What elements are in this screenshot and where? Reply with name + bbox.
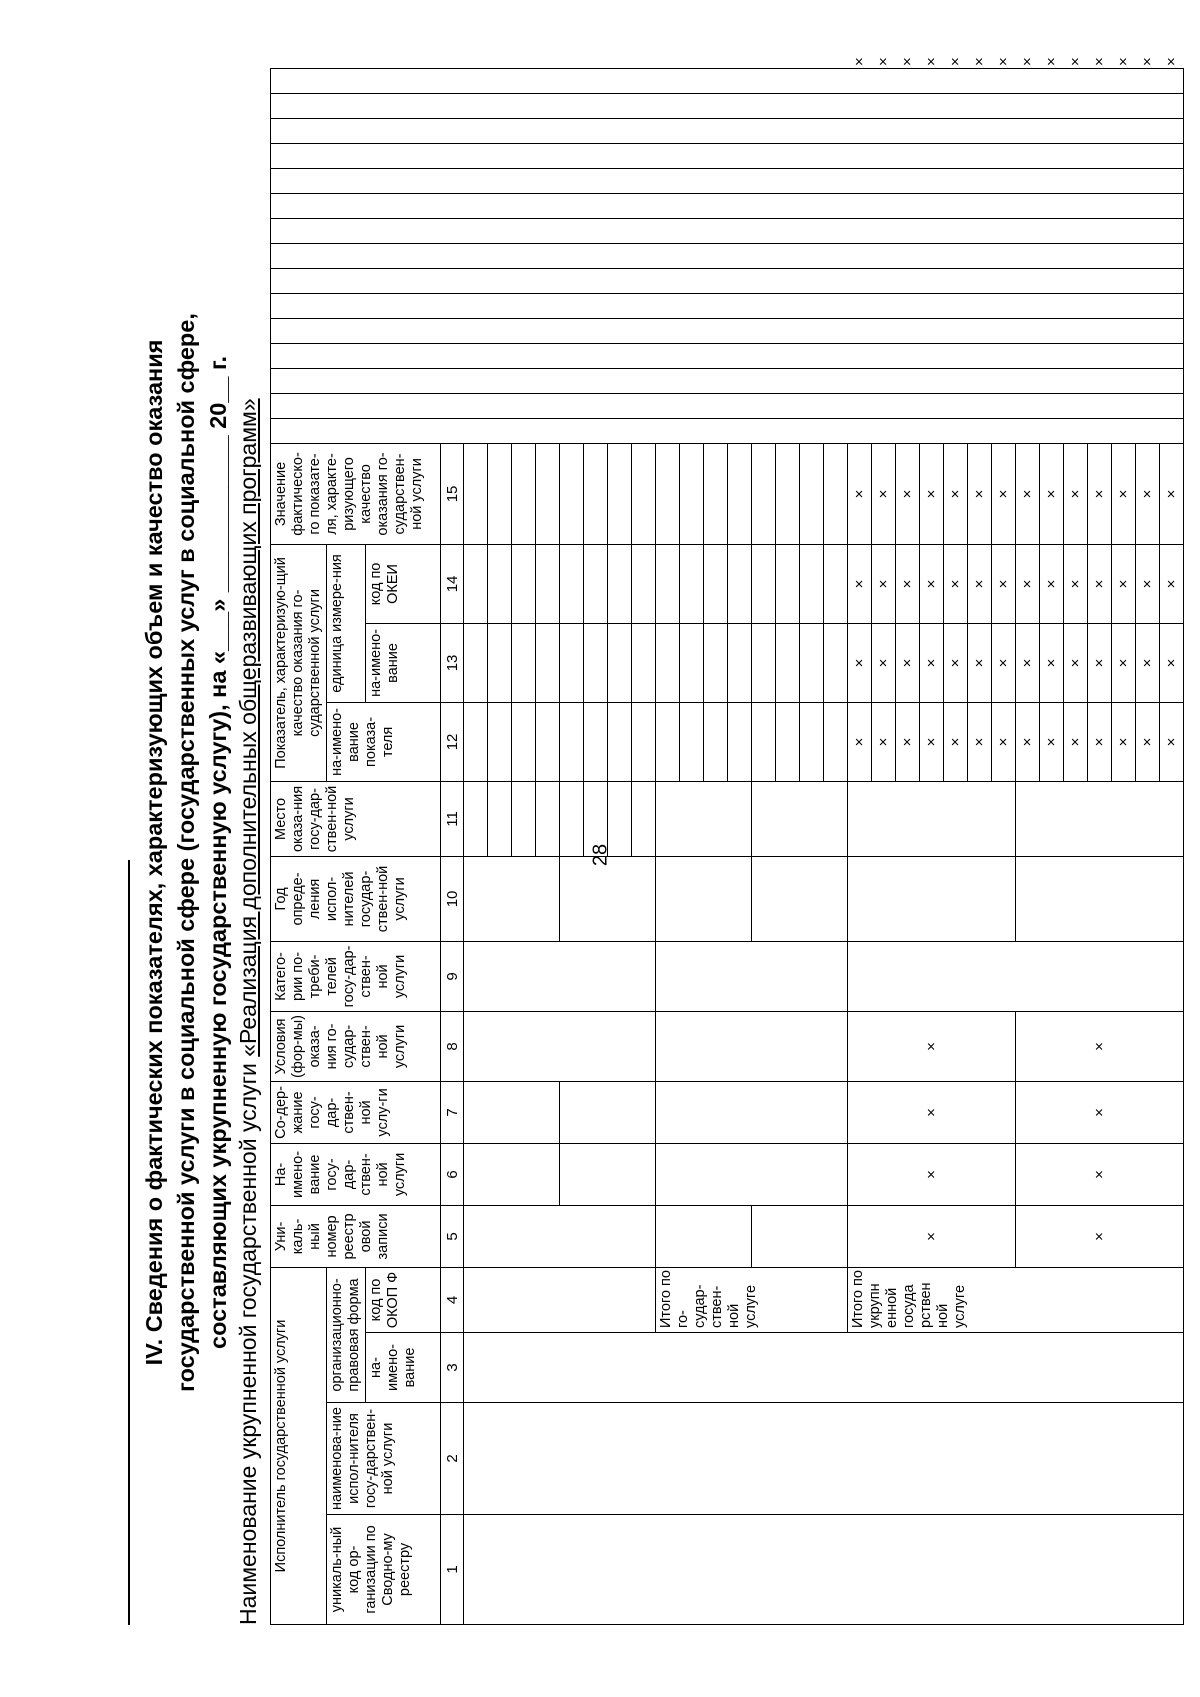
cross-mark: × [1160,443,1184,544]
cross-mark: × [1112,623,1136,702]
col-num-7: 7 [441,1081,464,1143]
cross-mark: × [1064,702,1088,781]
cross-mark: × [1160,623,1184,702]
cross-mark: × [992,623,1016,702]
cross-mark: × [920,623,944,702]
cross-mark: × [968,544,992,623]
cross-mark: × [920,443,944,544]
cross-mark: × [1088,702,1112,781]
header-executor-year: Год опреде-ления испол-нителей государ-ствен-ной услуги [271,856,441,941]
total-enlarged-service-label: Итого по укрупн енной госуда рствен ной услуге [848,1267,1184,1332]
cross-mark: × [896,702,920,781]
cross-mark: × [1136,443,1160,544]
cross-mark: × [1040,544,1064,623]
cross-mark: × [944,443,968,544]
cross-mark: × [848,702,872,781]
header-indicator-name: на-имено-вание показа-теля [327,702,441,781]
header-service-name: На-имено-вание госу-дар-ствен-ной услуги [271,1143,441,1205]
cross-mark: × [1016,1205,1184,1267]
cross-mark: × [992,544,1016,623]
cross-mark: × [1040,443,1064,544]
col-num-3: 3 [441,1333,464,1403]
cross-mark: × [1040,623,1064,702]
cross-mark: × [1016,1143,1184,1205]
header-org-form-name: на-имено-вание [366,1333,441,1403]
service-name-value: «Реализация дополнительных общеразвивающих программ» [235,398,261,1057]
cross-mark: × [1016,1011,1184,1081]
indicators-table: Исполнитель государственной услуги Уни-каль-ный номер реестр овой записи На-имено-вание госу-дар-ствен-ной услуги Со-дер-жание госу-дар-ствен-ной услу-ги Условия (фор-мы) оказа-ния го-судар-ствен-ной услуги Катего-рии по-треби-телей госу-дар-ствен-ной услуги Год опреде-ления испол-нителей государ-ствен-ной услуги Место оказа-ния госу-дар-ствен-ной услуги Показатель, характеризую-щий качество оказания го-сударственной услуги Значение фактическо-го показате-ля, характе-ризующего качество оказания го-сударствен-ной услуги уникаль-ный код ор-ганизации по Сводно-му реестру наименова-ние испол-нителя госу-дарствен-ной услуги организационно-правовая форма на-имено-вание показа-теля единица измере-ния на-имено-вание код по ОКОП Ф на-имено-вание код по ОКЕИ 1 2 3 4 5 6 7 8 9 10 11 12 13 14 15 Итого по го-судар-ствен-ной услуге Итого по укрупн енной госуда рствен ной услуге × × × × × × × × × × × × × × × × × × × × × × × × × × × × × × × × × × × × × × × × × × × × × × × × × × × × × × × × × × × × × × × × × × × × × × × × × × × × × × [270,68,1184,1625]
cross-mark: × [992,443,1016,544]
cross-mark: × [872,443,896,544]
cross-mark: × [1088,544,1112,623]
title-line-2: государственной услуги в социальной сфере (государственных услуг в социальной сфере, [173,313,199,1392]
cross-mark: × [1016,702,1040,781]
header-registry-number: Уни-каль-ный номер реестр овой записи [271,1205,441,1267]
cross-mark: × [920,702,944,781]
col-num-8: 8 [441,1011,464,1081]
header-service-conditions: Условия (фор-мы) оказа-ния го-судар-ствен-ной услуги [271,1011,441,1081]
cross-mark: × [1160,702,1184,781]
header-unit: единица измере-ния [327,544,366,702]
cross-mark: × [1112,544,1136,623]
cross-mark: × [1136,623,1160,702]
cross-mark: × [944,623,968,702]
service-name-prefix: Наименование укрупненной государственной услуги [235,1056,261,1625]
title-line-1: IV. Сведения о фактических показателях, характеризующих объем и качество оказания [141,339,167,1366]
header-executor: Исполнитель государственной услуги [271,1267,327,1624]
cross-mark: × [1016,1081,1184,1143]
col-num-9: 9 [441,941,464,1011]
data-cell-org-form-name [464,1333,1184,1403]
cross-mark: × [1064,443,1088,544]
col-num-12: 12 [441,702,464,781]
page-number: 28 [589,843,612,867]
cross-mark: × [1112,443,1136,544]
cross-mark: × [896,443,920,544]
cross-mark: × [1016,443,1040,544]
cross-mark: × [848,443,872,544]
col-num-11: 11 [441,781,464,856]
col-num-14: 14 [441,544,464,623]
cross-mark: × [968,623,992,702]
header-actual-value: Значение фактическо-го показате-ля, характе-ризующего качество оказания го-сударствен-ной услуги [271,443,441,544]
total-state-service-label: Итого по го-судар-ствен-ной услуге [656,1267,848,1332]
header-service-content: Со-дер-жание госу-дар-ствен-ной услу-ги [271,1081,441,1143]
cross-mark: × [1040,702,1064,781]
service-name-line [233,398,263,1625]
cross-mark: × [1016,623,1040,702]
header-okopf-code: код по ОКОП Ф [366,1267,441,1332]
cross-mark: × [944,544,968,623]
cross-mark: × [1160,544,1184,623]
header-unit-name: на-имено-вание [366,623,441,702]
header-consumer-categories: Катего-рии по-треби-телей госу-дар-ствен-ной услуги [271,941,441,1011]
cross-mark: × [968,443,992,544]
header-service-place: Место оказа-ния госу-дар-ствен-ной услуги [271,781,441,856]
title-line-3: составляющих укрупненную государственную услугу), на «___» ____________ 20__ г. [205,356,231,1349]
cross-mark: × [1064,544,1088,623]
cross-mark: × [1112,702,1136,781]
cross-mark: × [1016,544,1040,623]
header-quality-indicator: Показатель, характеризую-щий качество оказания го-сударственной услуги [271,544,327,781]
cross-mark: × [848,544,872,623]
cross-mark: × [1088,623,1112,702]
rotated-landscape-page [128,57,1180,1625]
header-executor-name: наименова-ние испол-нителя госу-дарствен-ной услуги [327,1403,441,1515]
cross-mark: × [896,544,920,623]
header-unique-org-code: уникаль-ный код ор-ганизации по Сводно-му реестру [327,1515,441,1625]
cross-mark: × [872,702,896,781]
col-num-2: 2 [441,1403,464,1515]
header-okei-code: код по ОКЕИ [366,544,441,623]
col-num-1: 1 [441,1515,464,1625]
col-num-15: 15 [441,443,464,544]
cross-mark: × [968,702,992,781]
cross-mark: × [848,1081,1016,1143]
cross-mark: × [920,544,944,623]
col-num-13: 13 [441,623,464,702]
cross-mark: × [848,623,872,702]
cross-mark: × [1088,443,1112,544]
cross-mark: × [848,1011,1016,1081]
header-org-legal-form: организационно-правовая форма [327,1267,366,1402]
col-num-10: 10 [441,856,464,941]
data-cell-executor-name [464,1403,1184,1515]
data-cell-unique-code [464,1515,1184,1625]
cross-mark: × [848,1143,1016,1205]
cross-mark: × [848,1205,1016,1267]
cross-mark: × [1064,623,1088,702]
header-rule [128,860,130,1625]
cross-mark: × [944,702,968,781]
cross-mark: × [1136,702,1160,781]
col-num-4: 4 [441,1267,464,1332]
cross-mark: × [896,623,920,702]
col-num-6: 6 [441,1143,464,1205]
cross-mark: × [872,623,896,702]
cross-mark: × [992,702,1016,781]
cross-mark: × [872,544,896,623]
cross-mark: × [1136,544,1160,623]
col-num-5: 5 [441,1205,464,1267]
